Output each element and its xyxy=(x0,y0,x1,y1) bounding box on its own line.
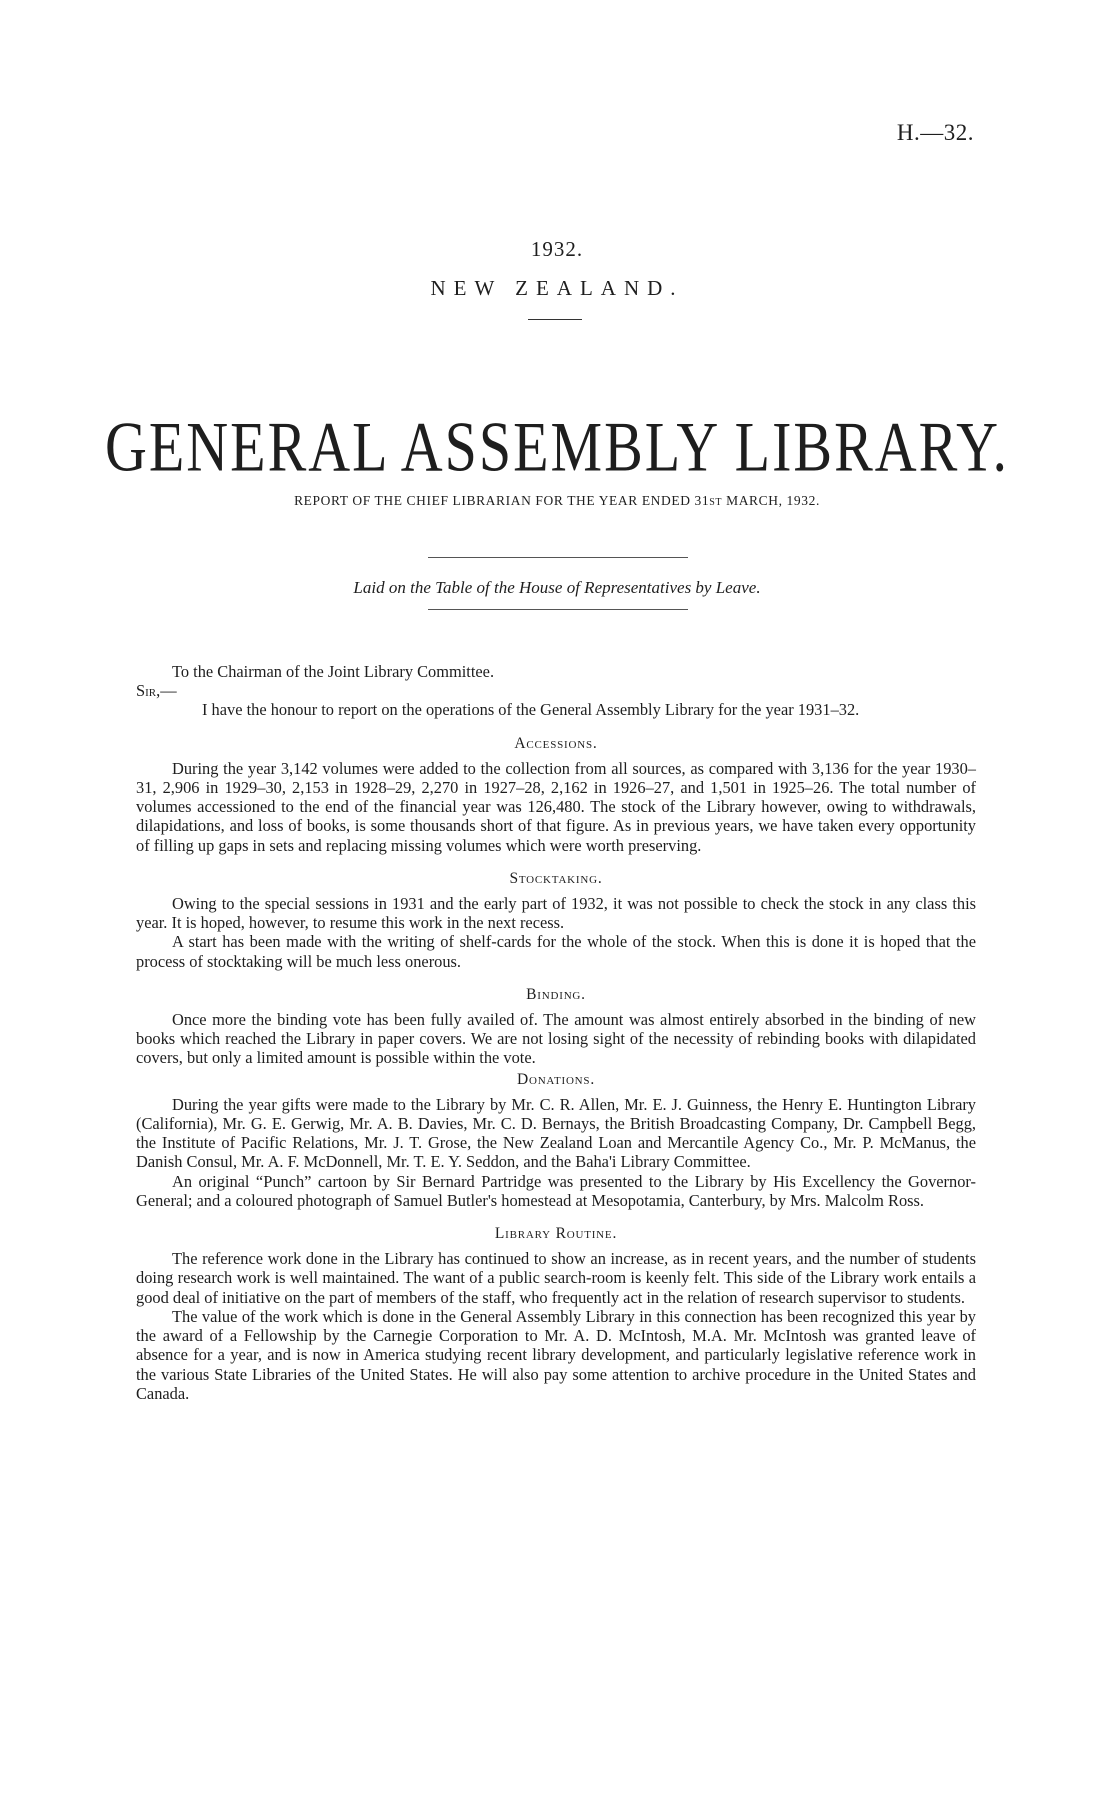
section-heading-accessions: Accessions. xyxy=(514,734,598,752)
page-reference: H.—32. xyxy=(896,120,974,145)
document-title: GENERAL ASSEMBLY LIBRARY. xyxy=(104,407,1010,487)
section-heading-stocktaking: Stocktaking. xyxy=(509,869,603,887)
document-subtitle xyxy=(0,493,1114,509)
country-heading: NEW ZEALAND. xyxy=(430,276,684,300)
laid-on-table-note: Laid on the Table of the House of Representatives by Leave. xyxy=(353,578,761,597)
subtitle-ordinal: ST xyxy=(709,497,723,508)
paragraph-routine-2: The value of the work which is done in the General Assembly Library in this connection has been recognized this year by the award of a Fellowship by the Carnegie Corporation to Mr. A. D. McIntosh, M.A. Mr. McIntosh was granted leave of absence for a year, and is now in America studying recent library development, and particularly legislative reference work in the various State Libraries of the United States. He will also pay some attention to archive procedure in the United States and Canada. xyxy=(136,1306,976,1403)
paragraph-binding-1: Once more the binding vote has been fully availed of. The amount was almost entirely absorbed in the binding of new books which reached the Library in paper covers. We are not losing sight of the necessity of rebinding books with dilapidated covers, but only a limited amount is possible within the vote. xyxy=(136,1010,976,1068)
subtitle-end: MARCH, 1932. xyxy=(722,493,820,508)
divider-short xyxy=(528,319,582,320)
section-heading-donations: Donations. xyxy=(516,1070,596,1088)
report-body xyxy=(136,662,976,1403)
paragraph-routine-1: The reference work done in the Library has continued to show an increase, as in recent years, and the number of students doing research work is well maintained. The want of a public search-room is keenly felt. This side of the Library work entails a good deal of initiative on the part of members of the staff, who frequently act in the relation of research supervisor to students. xyxy=(136,1249,976,1307)
salutation-addressee: To the Chairman of the Joint Library Committee. xyxy=(172,662,495,681)
section-heading-binding: Binding. xyxy=(526,985,586,1003)
divider-upper xyxy=(428,557,688,558)
paragraph-donations-1: During the year gifts were made to the Library by Mr. C. R. Allen, Mr. E. J. Guinness, the Henry E. Huntington Library (California), Mr. G. E. Gerwig, Mr. A. B. Davies, Mr. C. D. Bernays, the British Broadcasting Company, Dr. Campbell Begg, the Institute of Pacific Relations, Mr. J. T. Grose, the New Zealand Loan and Mercantile Agency Co., Mr. P. McManus, the Danish Consul, Mr. A. F. McDonnell, Mr. T. E. Y. Seddon, and the Baha'i Library Committee. xyxy=(136,1094,976,1172)
paragraph-donations-2: An original “Punch” cartoon by Sir Bernard Partridge was presented to the Library by His Excellency the Governor-General; and a coloured photograph of Samuel Butler's homestead at Mesopotamia, Canterbury, by Mrs. Malcolm Ross. xyxy=(136,1171,976,1210)
subtitle-main: REPORT OF THE CHIEF LIBRARIAN FOR THE YEAR ENDED 31 xyxy=(294,493,710,508)
section-heading-library-routine: Library Routine. xyxy=(494,1225,618,1243)
paragraph-accessions-1: During the year 3,142 volumes were added to the collection from all sources, as compared with 3,136 for the year 1930–31, 2,906 in 1929–30, 2,153 in 1928–29, 2,270 in 1927–28, 2,162 in 1926–27, and 1,501 in 1925–26. The total number of volumes accessioned to the end of the financial year was 126,480. The stock of the Library however, owing to withdrawals, dilapidations, and loss of books, is some thousands short of that figure. As in previous years, we have taken every opportunity of filling up gaps in sets and replacing missing volumes which were worth preserving. xyxy=(136,758,976,855)
divider-lower xyxy=(428,609,688,610)
opening-paragraph: I have the honour to report on the operations of the General Assembly Library for the year 1931–32. xyxy=(202,700,860,720)
paragraph-stocktaking-1: Owing to the special sessions in 1931 and the early part of 1932, it was not possible to check the stock in any class this year. It is hoped, however, to resume this work in the next recess. xyxy=(136,894,976,933)
paragraph-stocktaking-2: A start has been made with the writing of shelf-cards for the whole of the stock. When this is done it is hoped that the process of stocktaking will be much less onerous. xyxy=(136,932,976,971)
document-year: 1932. xyxy=(530,237,584,261)
salutation-sir: Sir,— xyxy=(136,681,177,701)
